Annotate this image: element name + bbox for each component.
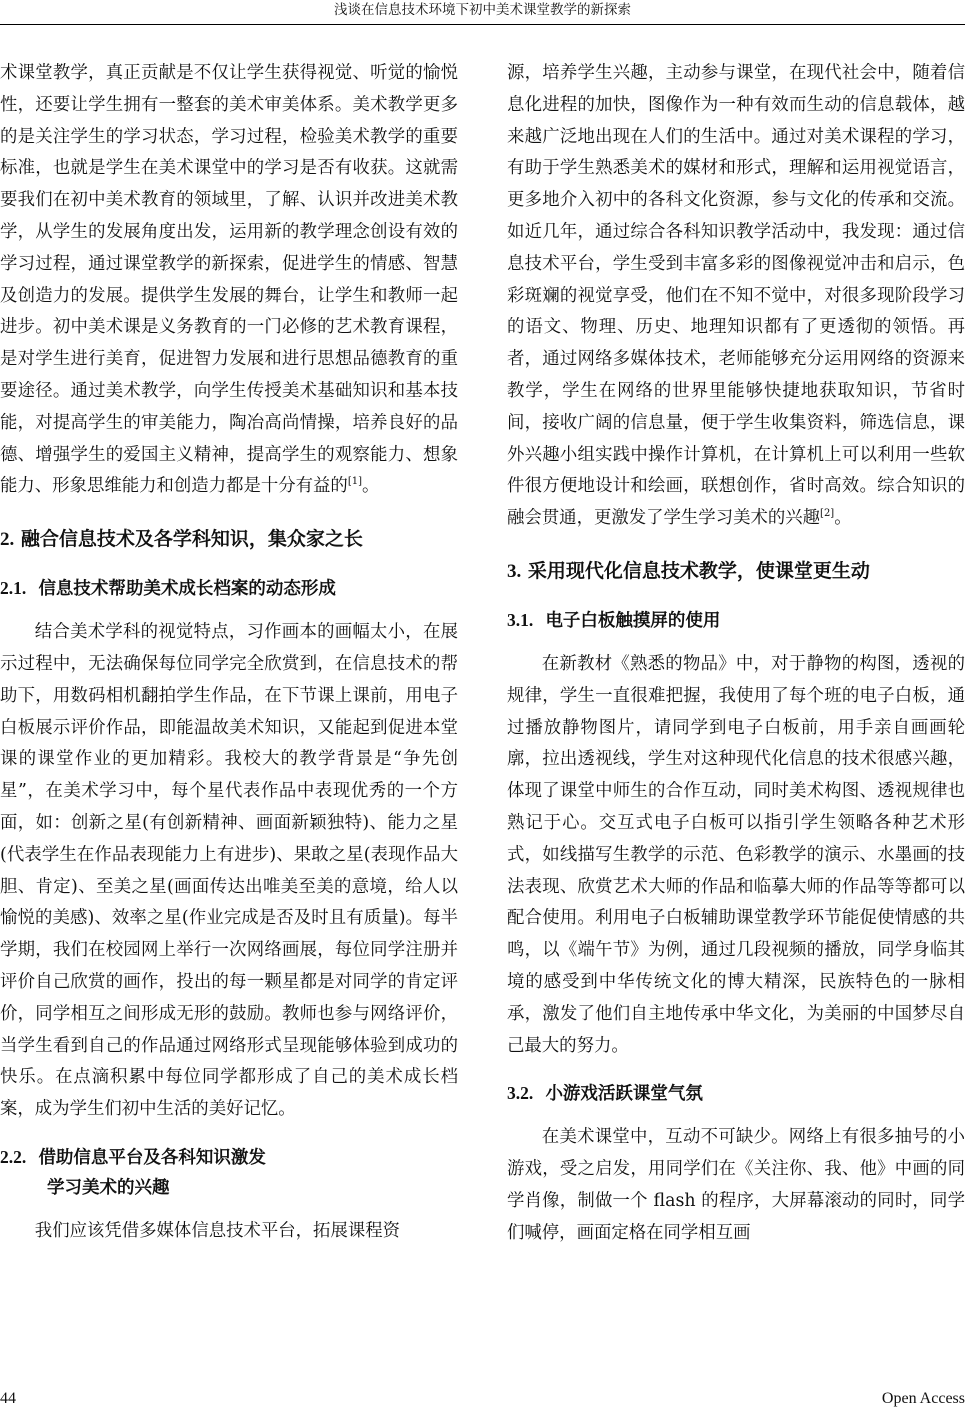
open-access-label: Open Access (881, 1390, 965, 1407)
section-3-1-heading (507, 605, 965, 636)
section-3-2-heading (507, 1078, 965, 1109)
paragraph-whiteboard: 在新教材《熟悉的物品》中，对于静物的构图，透视的规律，学生一直很难把握，我使用了每个班的电子白板，通过播放静物图片，请同学到电子白板前，用手亲自画画轮廓，拉出透视线，学生对这种现代化信息的技术很感兴趣，体现了课堂中师生的合作互动，同时美术构图、透视规律也熟记于心。交互式电子白板可以指引学生领略各种艺术形式，如线描写生教学的示范、色彩教学的演示、水墨画的技法表现、欣赏艺术大师的作品和临摹大师的作品等等都可以配合使用。利用电子白板辅助课堂教学环节能促使情感的共鸣，以《端午节》为例，通过几段视频的播放，同学身临其境的感受到中华传统文化的博大精深，民族特色的一脉相承，激发了他们自主地传承中华文化，为美丽的中国梦尽自己最大的努力。 (507, 653, 965, 1056)
citation-1: [1] (347, 476, 362, 488)
section-2-1-heading (0, 573, 458, 604)
paragraph-platform-start: 我们应该凭借多媒体信息技术平台，拓展课程资 (34, 1220, 401, 1241)
paragraph-end: 。 (362, 476, 380, 497)
section-number: 2.1. (0, 578, 27, 599)
section-number: 3.2. (507, 1083, 534, 1104)
section-number: 2.2. (0, 1146, 27, 1167)
paragraph-mini-games: 在美术课堂中，互动不可缺少。网络上有很多抽号的小游戏，受之启发，用同学们在《关注你、我、他》中画的同学肖像，制做一个 flash 的程序，大屏幕滚动的同时，同学们喊停，画面定格在同学相互画 (507, 1127, 965, 1243)
section-number: 3.1. (507, 609, 534, 630)
citation-2: [2] (820, 508, 835, 520)
right-column (507, 58, 965, 1250)
section-number: 2. (0, 529, 15, 551)
section-number: 3. (507, 560, 522, 582)
paragraph-text: 源，培养学生兴趣，主动参与课堂，在现代社会中，随着信息化进程的加快，图像作为一种有效而生动的信息载体，越来越广泛地出现在人们的生活中。通过对美术课程的学习，有助于学生熟悉美术的媒材和形式，理解和运用视觉语言，更多地介入初中的各科文化资源，参与文化的传承和交流。如近几年，通过综合各科知识教学活动中，我发现：通过信息技术平台，学生受到丰富多彩的图像视觉冲击和启示，色彩斑斓的视觉享受，他们在不知不觉中，对很多现阶段学习的语文、物理、历史、地理知识都有了更透彻的领悟。再者，通过网络多媒体技术，老师能够充分运用网络的资源来教学，学生在网络的世界里能够快捷地获取知识，节省时间，接收广阔的信息量，便于学生收集资料，筛选信息，课外兴趣小组实践中操作计算机，在计算机上可以利用一些软件很方便地设计和绘画，联想创作，省时高效。综合知识的融会贯通，更激发了学生学习美术的兴趣 (507, 63, 965, 529)
section-2-2-heading (0, 1142, 458, 1203)
running-title: 浅谈在信息技术环境下初中美术课堂教学的新探索 (334, 2, 631, 18)
section-title: 电子白板触摸屏的使用 (545, 610, 721, 631)
section-title-line2: 学习美术的兴趣 (47, 1177, 170, 1198)
running-header (0, 0, 965, 24)
paragraph-platform-continued (507, 58, 965, 535)
paragraph-growth-archive: 结合美术学科的视觉特点，习作画本的画幅太小，在展示过程中，无法确保每位同学完全欣赏到，在信息技术的帮助下，用数码相机翻拍学生作品，在下节课上课前，用电子白板展示评价作品，即能温故美术知识，又能起到促进本堂课的课堂作业的更加精彩。我校大的教学背景是“争先创星”，在美术学习中，每个星代表作品中表现优秀的一个方面，如：创新之星(有创新精神、画面新颖独特)、能力之星(代表学生在作品表现能力上有进步)、果敢之星(表现作品大胆、肯定)、至美之星(画面传达出唯美至美的意境，给人以愉悦的美感)、效率之星(作业完成是否及时且有质量)。每半学期，我们在校园网上举行一次网络画展，每位同学注册并评价自己欣赏的画作，投出的每一颗星都是对同学的肯定评价，同学相互之间形成无形的鼓励。教师也参与网络评价，当学生看到自己的作品通过网络形式呈现能够体验到成功的快乐。在点滴积累中每位同学都形成了自己的美术成长档案，成为学生们初中生活的美好记忆。 (0, 622, 458, 1120)
page-number: 44 (0, 1390, 16, 1407)
section-title: 采用现代化信息技术教学，使课堂更生动 (527, 559, 870, 582)
header-rule (0, 24, 965, 25)
section-title: 信息技术帮助美术成长档案的动态形成 (38, 579, 336, 600)
section-2-heading (0, 524, 458, 555)
page-footer (0, 1390, 965, 1410)
paragraph-end: 。 (834, 508, 852, 529)
section-title: 融合信息技术及各学科知识，集众家之长 (20, 528, 363, 551)
section-title: 小游戏活跃课堂气氛 (545, 1084, 703, 1105)
paragraph-intro-continued (0, 58, 458, 503)
section-title-line1: 借助信息平台及各科知识激发 (38, 1147, 266, 1168)
left-column (0, 58, 458, 1248)
section-3-heading (507, 556, 965, 587)
paragraph-text: 术课堂教学，真正贡献是不仅让学生获得视觉、听觉的愉悦性，还要让学生拥有一整套的美术审美体系。美术教学更多的是关注学生的学习状态，学习过程，检验美术教学的重要标准，也就是学生在美术课堂中的学习是否有收获。这就需要我们在初中美术教育的领域里，了解、认识并改进美术教学，从学生的发展角度出发，运用新的教学理念创设有效的学习过程，通过课堂教学的新探索，促进学生的情感、智慧及创造力的发展。提供学生发展的舞台，让学生和教师一起进步。初中美术课是义务教育的一门必修的艺术教育课程，是对学生进行美育，促进智力发展和进行思想品德教育的重要途径。通过美术教学，向学生传授美术基础知识和基本技能，对提高学生的审美能力，陶冶高尚情操，培养良好的品德、增强学生的爱国主义精神，提高学生的观察能力、想象能力、形象思维能力和创造力都是十分有益的 (0, 63, 458, 497)
